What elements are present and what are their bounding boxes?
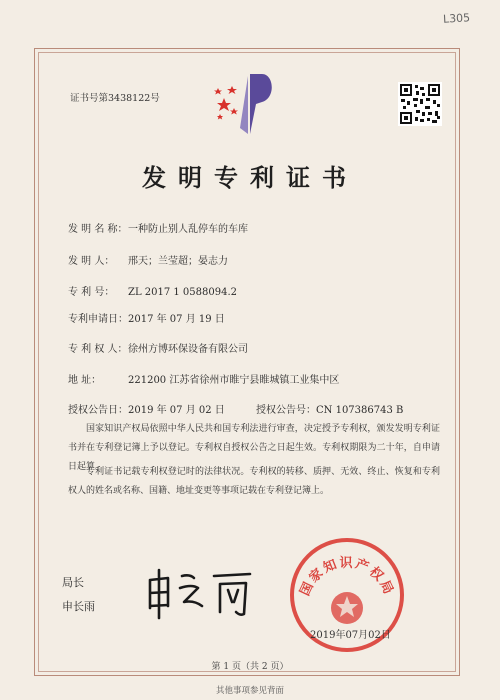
filing-date-row — [68, 310, 225, 325]
grant-date-row — [68, 401, 225, 416]
certificate-number: 证书号第3438122号 — [70, 93, 160, 104]
patent-number-row — [68, 283, 237, 298]
address: 221200 江苏省徐州市睢宁县睢城镇工业集中区 — [128, 375, 340, 386]
filing-date-label: 专利申请日： — [68, 314, 128, 325]
patent-number: ZL 2017 1 0588094.2 — [128, 287, 238, 298]
invention-name-label: 发 明 名 称： — [68, 224, 128, 235]
filing-date: 2017 年 07 月 19 日 — [128, 314, 225, 325]
grant-number-label: 授权公告号： — [256, 405, 316, 416]
patentee-row — [68, 340, 248, 355]
footer-note: 其他事项参见背面 — [215, 686, 284, 696]
certificate-title: 发明专利证书 — [142, 163, 358, 192]
invention-name-row — [68, 220, 248, 235]
grant-date-label: 授权公告日： — [68, 405, 128, 416]
director-title: 局长 — [62, 576, 84, 589]
grant-number: CN 107386743 B — [316, 405, 404, 416]
page-number: 第 1 页（共 2 页） — [211, 662, 289, 672]
invention-name: 一种防止别人乱停车的车库 — [128, 224, 248, 235]
inventor-row — [68, 252, 228, 267]
grant-number-row — [256, 401, 403, 416]
handwritten-note: L305 — [442, 11, 471, 26]
paragraph-2: 专利证书记载专利权登记时的法律状况。专利权的转移、质押、无效、终止、恢复和专利权人的姓名或名称、国籍、地址变更等事项记载在专利登记簿上。 — [68, 467, 440, 496]
inventors: 邢天；兰莹超；晏志力 — [128, 256, 228, 267]
qr-code-icon — [398, 82, 442, 126]
patentee: 徐州方博环保设备有限公司 — [128, 344, 248, 355]
seal-text: 国家知识产权局 — [297, 555, 397, 599]
address-label: 地 址： — [68, 375, 102, 386]
patent-office-emblem-icon — [210, 68, 282, 140]
grant-date: 2019 年 07 月 02 日 — [128, 405, 225, 416]
patentee-label: 专 利 权 人： — [68, 344, 128, 355]
inventor-label: 发 明 人： — [68, 256, 115, 267]
patent-number-label: 专 利 号： — [68, 287, 115, 298]
director-name: 申长雨 — [62, 600, 95, 613]
handwritten-signature-icon — [140, 566, 260, 621]
paragraph-1: 国家知识产权局依照中华人民共和国专利法进行审查，决定授予专利权，颁发发明专利证书并在专利登记簿上予以登记。专利权自授权公告之日起生效。专利权期限为二十年，自申请日起算。 — [68, 424, 440, 472]
seal-date: 2019年07月02日 — [310, 630, 391, 641]
svg-text:国家知识产权局 — [297, 555, 397, 598]
address-row — [68, 371, 339, 386]
